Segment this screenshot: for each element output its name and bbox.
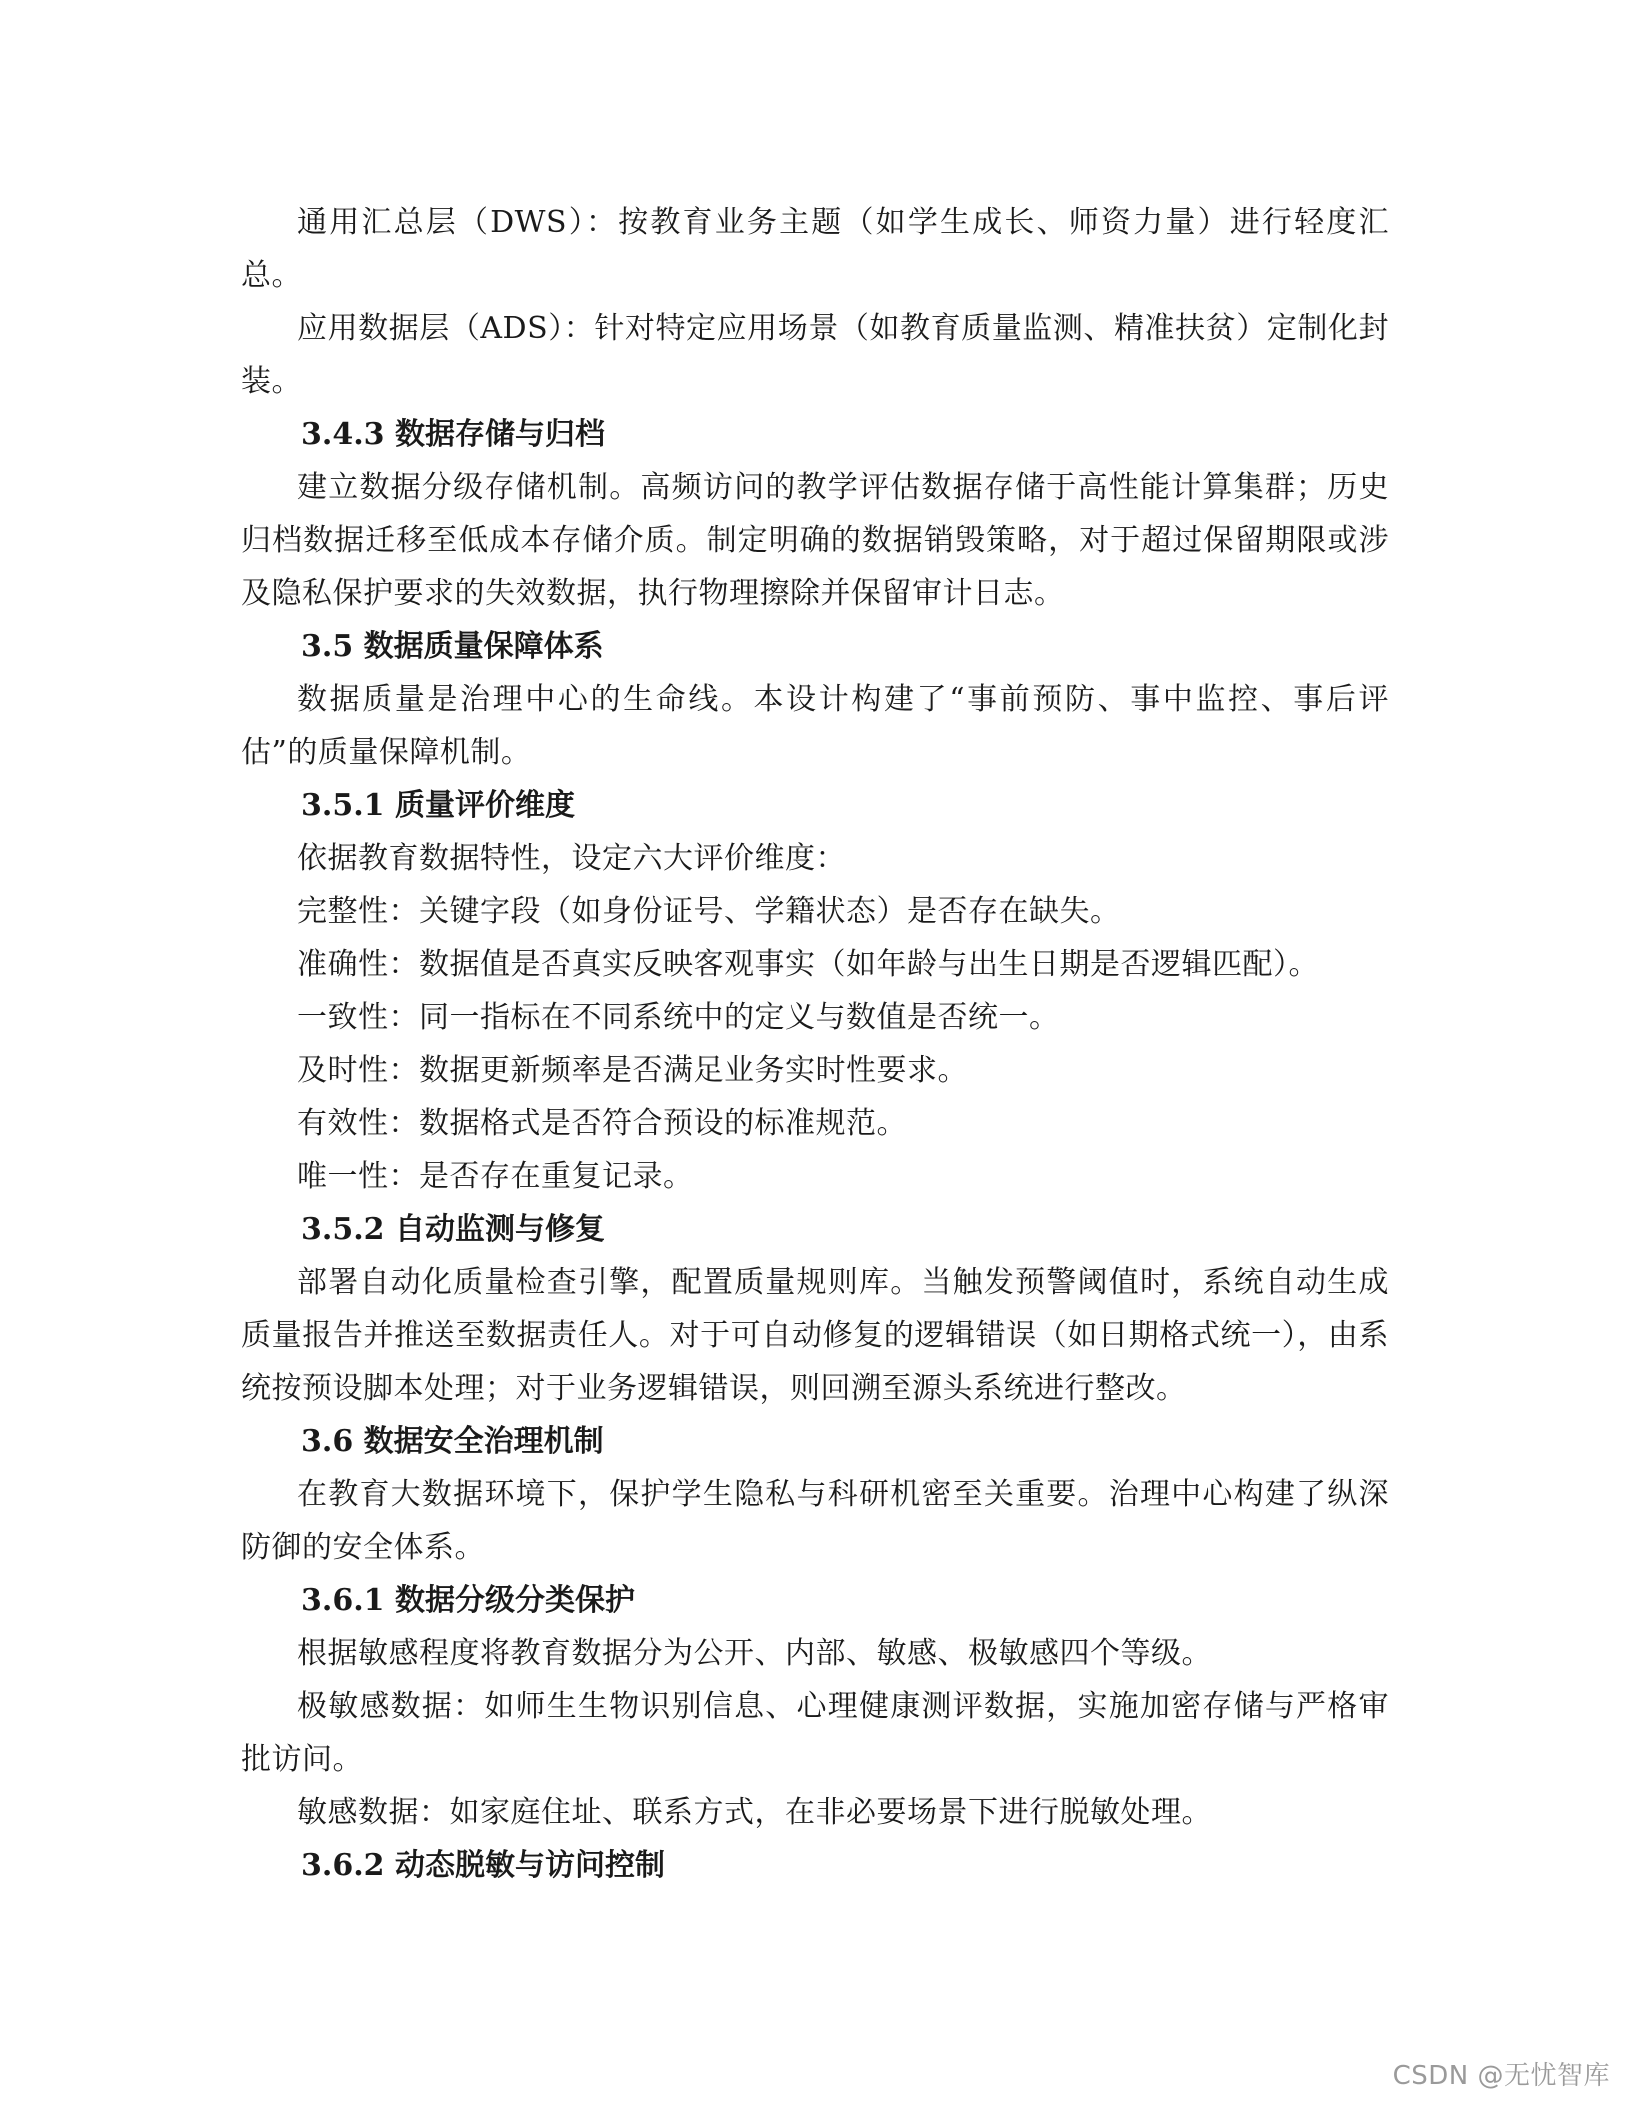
paragraph-timeliness: 及时性：数据更新频率是否满足业务实时性要求。 [297,1053,968,1088]
heading-3-5: 3.5 数据质量保障体系 [301,629,604,664]
paragraph-highly-sensitive: 极敏感数据：如师生生物识别信息、心理健康测评数据，实施加密存储与严格审批访问。 [241,1689,1389,1777]
heading-3-5-1: 3.5.1 质量评价维度 [301,788,575,823]
paragraph-sensitive: 敏感数据：如家庭住址、联系方式，在非必要场景下进行脱敏处理。 [297,1795,1212,1830]
heading-3-6-2: 3.6.2 动态脱敏与访问控制 [301,1848,665,1883]
paragraph-auto-monitor: 部署自动化质量检查引擎，配置质量规则库。当触发预警阈值时，系统自动生成质量报告并推送至数据责任人。对于可自动修复的逻辑错误（如日期格式统一），由系统按预设脚本处理；对于业务逻辑错误，则回溯至源头系统进行整改。 [241,1265,1389,1406]
paragraph-security-intro: 在教育大数据环境下，保护学生隐私与科研机密至关重要。治理中心构建了纵深防御的安全体系。 [241,1477,1389,1565]
paragraph-completeness: 完整性：关键字段（如身份证号、学籍状态）是否存在缺失。 [297,894,1121,929]
paragraph-uniqueness: 唯一性：是否存在重复记录。 [297,1159,694,1194]
heading-3-4-3: 3.4.3 数据存储与归档 [301,417,605,452]
heading-3-6: 3.6 数据安全治理机制 [301,1424,604,1459]
paragraph-storage: 建立数据分级存储机制。高频访问的教学评估数据存储于高性能计算集群；历史归档数据迁移至低成本存储介质。制定明确的数据销毁策略，对于超过保留期限或涉及隐私保护要求的失效数据，执行物理擦除并保留审计日志。 [241,470,1389,611]
heading-3-6-1: 3.6.1 数据分级分类保护 [301,1583,635,1618]
paragraph-accuracy: 准确性：数据值是否真实反映客观事实（如年龄与出生日期是否逻辑匹配）。 [297,947,1319,982]
csdn-watermark: CSDN @无忧智库 [1392,2061,1610,2091]
paragraph-ads: 应用数据层（ADS）：针对特定应用场景（如教育质量监测、精准扶贫）定制化封装。 [241,311,1389,399]
paragraph-dimensions-intro: 依据教育数据特性，设定六大评价维度： [297,841,846,876]
paragraph-classification: 根据敏感程度将教育数据分为公开、内部、敏感、极敏感四个等级。 [297,1636,1212,1671]
paragraph-quality-intro: 数据质量是治理中心的生命线。本设计构建了“事前预防、事中监控、事后评估”的质量保障机制。 [241,682,1389,770]
paragraph-consistency: 一致性：同一指标在不同系统中的定义与数值是否统一。 [297,1000,1060,1035]
paragraph-validity: 有效性：数据格式是否符合预设的标准规范。 [297,1106,907,1141]
paragraph-dws: 通用汇总层（DWS）：按教育业务主题（如学生成长、师资力量）进行轻度汇总。 [241,205,1389,293]
document-body [241,196,1389,1892]
heading-3-5-2: 3.5.2 自动监测与修复 [301,1212,605,1247]
